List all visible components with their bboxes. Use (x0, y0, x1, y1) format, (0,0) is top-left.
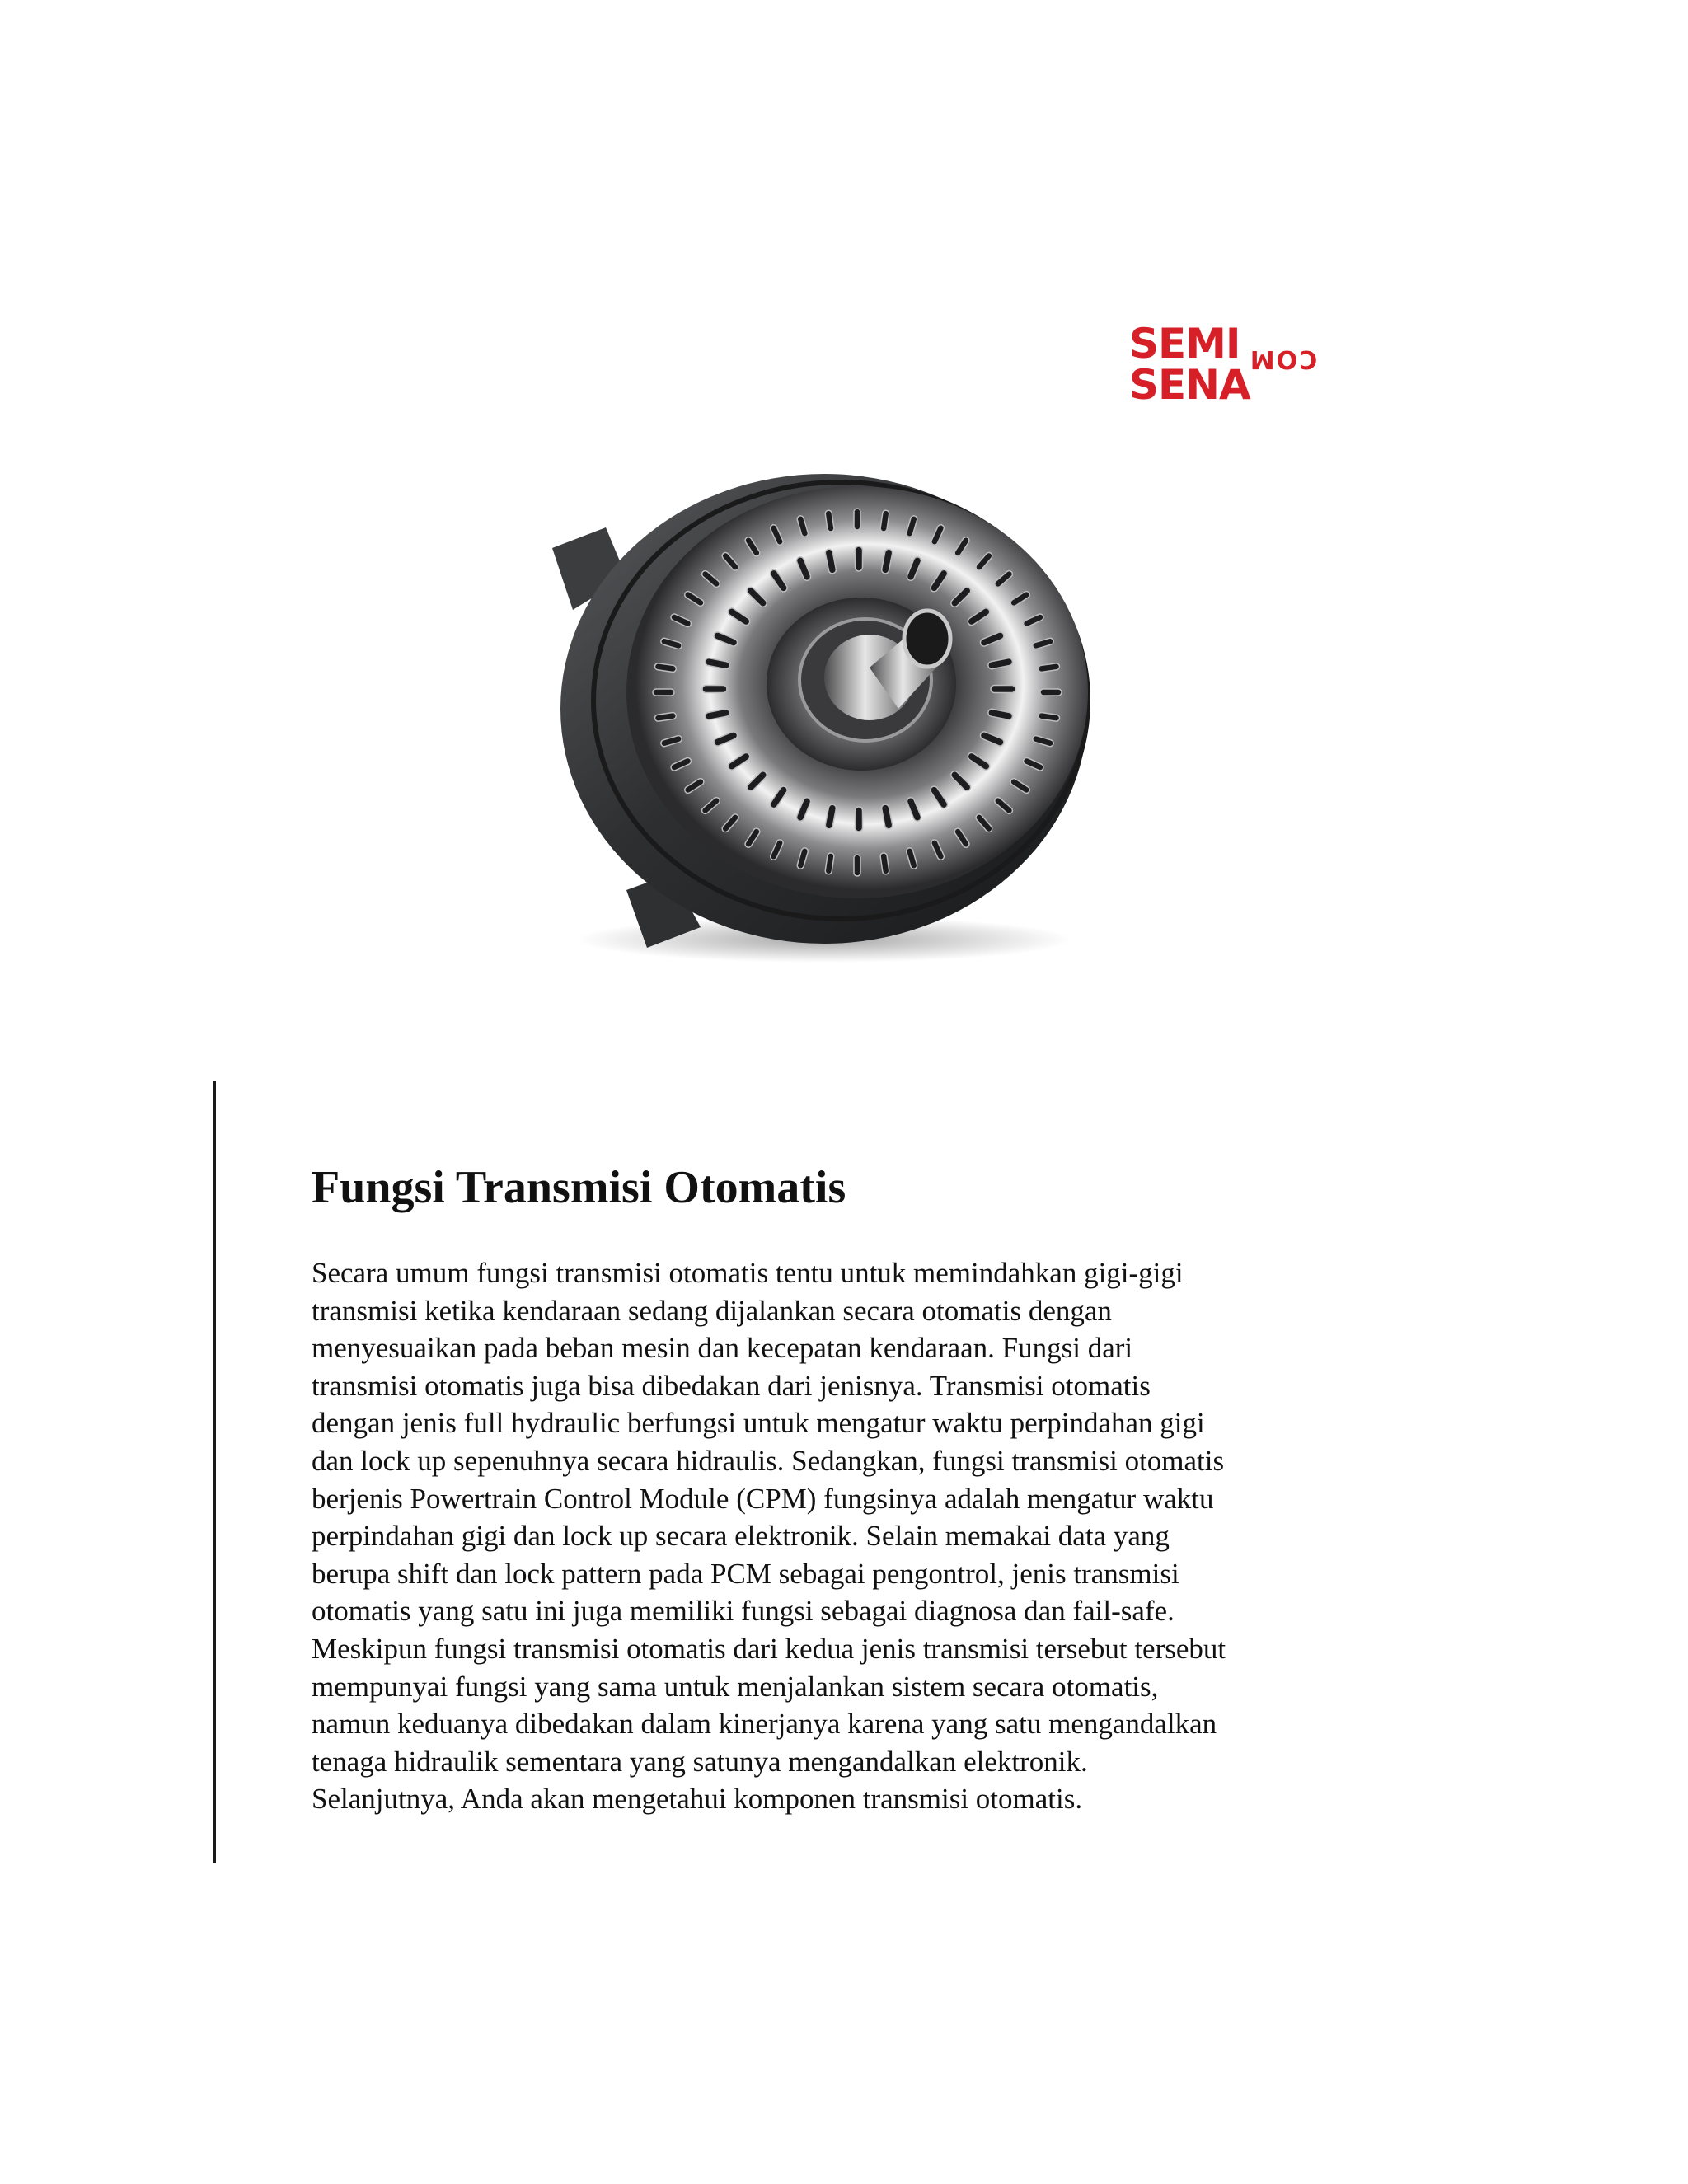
body-line: tenaga hidraulik sementara yang satunya mengandalkan elektronik. (312, 1745, 1088, 1778)
body-line: Secara umum fungsi transmisi otomatis tentu untuk memindahkan gigi-gigi (312, 1257, 1184, 1289)
fin-slot (856, 546, 863, 571)
fin-slot (856, 807, 863, 832)
left-margin-rule (213, 1081, 216, 1863)
article-title: Fungsi Transmisi Otomatis (312, 1162, 846, 1213)
body-line: transmisi ketika kendaraan sedang dijalankan secara otomatis dengan (312, 1294, 1112, 1327)
logo-word-top: SEMI (1129, 320, 1240, 368)
fin-slot (1040, 689, 1062, 696)
semisena-logo (1129, 320, 1318, 419)
body-line: menyesuaikan pada beban mesin dan kecepatan kendaraan. Fungsi dari (312, 1332, 1133, 1365)
body-line: otomatis yang satu ini juga memiliki fungsi sebagai diagnosa dan fail-safe. (312, 1595, 1175, 1628)
body-line: transmisi otomatis juga bisa dibedakan dari jenisnya. Transmisi otomatis (312, 1369, 1151, 1402)
body-line: Selanjutnya, Anda akan mengetahui komponen transmisi otomatis. (312, 1783, 1083, 1816)
body-line: namun keduanya dibedakan dalam kinerjanya karena yang satu mengandalkan (312, 1708, 1217, 1741)
article-body (312, 1254, 1383, 1818)
body-line: dan lock up sepenuhnya secara hidraulis. Sedangkan, fungsi transmisi otomatis (312, 1444, 1225, 1477)
fin-slot (653, 689, 674, 696)
body-line: berupa shift dan lock pattern pada PCM sebagai pengontrol, jenis transmisi (312, 1557, 1179, 1590)
torque-converter-image (495, 462, 1154, 972)
body-line: dengan jenis full hydraulic berfungsi untuk mengatur waktu perpindahan gigi (312, 1407, 1205, 1440)
fin-slot (854, 509, 860, 530)
logo-suffix: COM (1248, 344, 1318, 374)
logo-word-bottom: SENA (1129, 361, 1250, 409)
body-line: perpindahan gigi dan lock up secara elektronik. Selain memakai data yang (312, 1520, 1170, 1553)
fin-slot (991, 686, 1015, 693)
body-line: Meskipun fungsi transmisi otomatis dari kedua jenis transmisi tersebut tersebut (312, 1632, 1226, 1665)
body-line: mempunyai fungsi yang sama untuk menjalankan sistem secara otomatis, (312, 1670, 1159, 1703)
body-line: berjenis Powertrain Control Module (CPM) fungsinya adalah mengatur waktu (312, 1482, 1214, 1515)
fin-slot (854, 855, 860, 876)
fin-slot (702, 686, 727, 693)
hub-bore (904, 611, 950, 667)
